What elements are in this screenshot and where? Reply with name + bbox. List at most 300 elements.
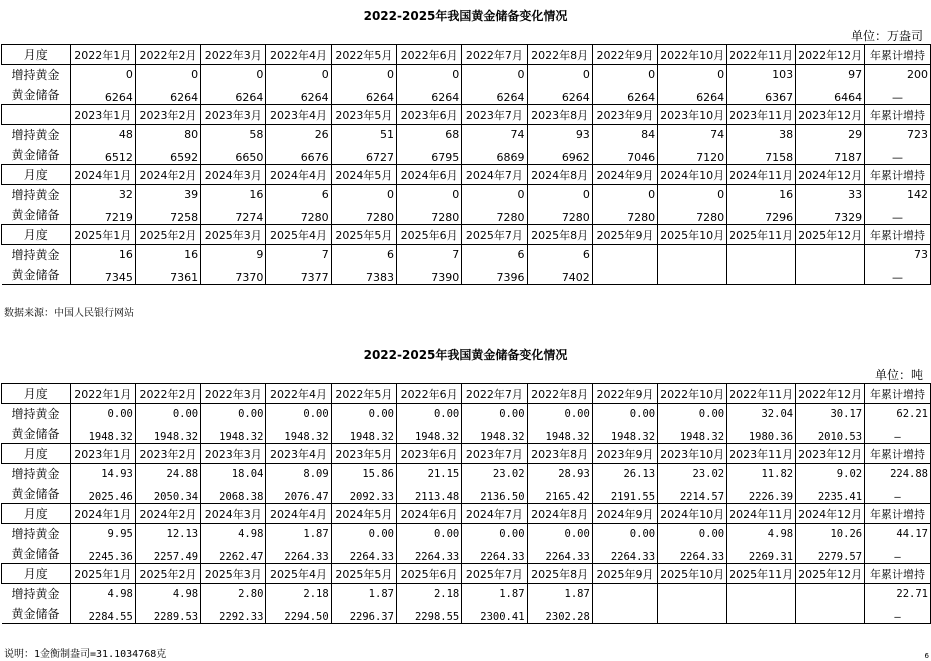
value-cell: 0 [462, 65, 527, 85]
value-cell: 4.98 [201, 524, 266, 544]
annual-cell: 22.71 [865, 584, 931, 604]
month-header: 2024年4月 [266, 165, 331, 185]
value-cell: 7329 [796, 205, 865, 225]
value-cell: 1948.32 [658, 424, 727, 444]
value-cell: 0.00 [462, 404, 527, 424]
value-cell: 7158 [727, 145, 796, 165]
value-cell [658, 584, 727, 604]
increase-row [2, 125, 931, 145]
value-cell: 97 [796, 65, 865, 85]
value-cell: 2289.53 [135, 604, 200, 624]
month-header: 2022年3月 [201, 384, 266, 404]
row-label: 黄金储备 [2, 205, 71, 225]
annual-cell: — [865, 205, 931, 225]
header-label: 月度 [2, 564, 71, 584]
value-cell: 11.82 [727, 464, 796, 484]
value-cell: 2300.41 [462, 604, 527, 624]
row-label: 增持黄金 [2, 65, 71, 85]
increase-row [2, 584, 931, 604]
month-header-row [2, 165, 931, 185]
value-cell: 1948.32 [266, 424, 331, 444]
value-cell: 6727 [331, 145, 396, 165]
value-cell: 2.18 [266, 584, 331, 604]
value-cell: 6264 [331, 85, 396, 105]
row-label: 增持黄金 [2, 464, 71, 484]
value-cell: 6676 [266, 145, 331, 165]
value-cell: 74 [462, 125, 527, 145]
value-cell: 2245.36 [70, 544, 135, 564]
value-cell: 1948.32 [396, 424, 461, 444]
value-cell: 0 [201, 65, 266, 85]
increase-row [2, 464, 931, 484]
header-label: 月度 [2, 444, 71, 464]
value-cell: 26.13 [592, 464, 657, 484]
annual-cell: 44.17 [865, 524, 931, 544]
month-header: 2025年7月 [462, 564, 527, 584]
reserve-row [2, 205, 931, 225]
value-cell [796, 265, 865, 285]
month-header: 2025年7月 [462, 225, 527, 245]
value-cell: 0 [658, 185, 727, 205]
row-label: 黄金储备 [2, 424, 71, 444]
value-cell: 2050.34 [135, 484, 200, 504]
section1-title: 2022-2025年我国黄金储备变化情况 [363, 9, 568, 23]
section2-title: 2022-2025年我国黄金储备变化情况 [363, 348, 568, 362]
month-header: 2025年9月 [592, 225, 657, 245]
value-cell: 6650 [201, 145, 266, 165]
value-cell: 0 [592, 65, 657, 85]
reserve-row [2, 145, 931, 165]
annual-cell: — [865, 484, 931, 504]
month-header: 2023年5月 [331, 444, 396, 464]
value-cell: 1.87 [266, 524, 331, 544]
value-cell: 2264.33 [527, 544, 592, 564]
month-header: 2023年4月 [266, 444, 331, 464]
value-cell: 0.00 [592, 524, 657, 544]
gold-reserve-table-ounces [1, 44, 931, 285]
month-header: 2022年3月 [201, 45, 266, 65]
value-cell: 1.87 [331, 584, 396, 604]
value-cell: 1948.32 [462, 424, 527, 444]
value-cell: 2298.55 [396, 604, 461, 624]
section1-unit: 单位：万盎司 [850, 29, 923, 43]
month-header: 2023年6月 [396, 444, 461, 464]
value-cell: 58 [201, 125, 266, 145]
value-cell [658, 245, 727, 265]
value-cell: 0.00 [396, 524, 461, 544]
value-cell: 7280 [658, 205, 727, 225]
row-label: 增持黄金 [2, 404, 71, 424]
month-header: 2022年8月 [527, 384, 592, 404]
month-header: 2022年2月 [135, 384, 200, 404]
annual-header: 年累计增持 [865, 165, 931, 185]
month-header: 2023年9月 [592, 105, 657, 125]
annual-cell: 142 [865, 185, 931, 205]
month-header: 2023年1月 [70, 444, 135, 464]
value-cell: 84 [592, 125, 657, 145]
month-header-row [2, 384, 931, 404]
month-header: 2023年9月 [592, 444, 657, 464]
value-cell: 16 [135, 245, 200, 265]
reserve-row [2, 424, 931, 444]
value-cell: 0 [331, 185, 396, 205]
value-cell: 0 [396, 65, 461, 85]
value-cell: 9.02 [796, 464, 865, 484]
month-header: 2024年1月 [70, 504, 135, 524]
value-cell: 103 [727, 65, 796, 85]
row-label: 黄金储备 [2, 145, 71, 165]
value-cell: 2.80 [201, 584, 266, 604]
value-cell: 4.98 [727, 524, 796, 544]
value-cell [592, 265, 657, 285]
month-header: 2024年7月 [462, 504, 527, 524]
value-cell: 93 [527, 125, 592, 145]
value-cell: 14.93 [70, 464, 135, 484]
month-header-row [2, 564, 931, 584]
annual-cell: — [865, 85, 931, 105]
annual-header: 年累计增持 [865, 504, 931, 524]
value-cell [796, 604, 865, 624]
annual-header: 年累计增持 [865, 384, 931, 404]
value-cell: 2296.37 [331, 604, 396, 624]
section1-note: 数据来源：中国人民银行网站 [4, 308, 134, 319]
value-cell: 32.04 [727, 404, 796, 424]
value-cell: 0.00 [70, 404, 135, 424]
value-cell: 2264.33 [658, 544, 727, 564]
reserve-row [2, 85, 931, 105]
month-header: 2022年11月 [727, 384, 796, 404]
value-cell: 0 [592, 185, 657, 205]
month-header: 2024年3月 [201, 165, 266, 185]
value-cell: 7046 [592, 145, 657, 165]
value-cell: 7345 [70, 265, 135, 285]
value-cell: 1948.32 [527, 424, 592, 444]
month-header: 2025年1月 [70, 225, 135, 245]
value-cell [796, 245, 865, 265]
value-cell: 7370 [201, 265, 266, 285]
month-header: 2024年6月 [396, 165, 461, 185]
value-cell: 0.00 [396, 404, 461, 424]
header-label: 月度 [2, 165, 71, 185]
value-cell: 2068.38 [201, 484, 266, 504]
value-cell: 6464 [796, 85, 865, 105]
value-cell: 7280 [592, 205, 657, 225]
month-header-row [2, 105, 931, 125]
value-cell: 16 [727, 185, 796, 205]
month-header-row [2, 504, 931, 524]
value-cell: 6 [331, 245, 396, 265]
month-header: 2023年8月 [527, 105, 592, 125]
value-cell: 2294.50 [266, 604, 331, 624]
month-header: 2025年8月 [527, 225, 592, 245]
month-header: 2025年6月 [396, 564, 461, 584]
annual-header: 年累计增持 [865, 444, 931, 464]
value-cell: 6512 [70, 145, 135, 165]
value-cell: 0 [396, 185, 461, 205]
month-header: 2022年12月 [796, 384, 865, 404]
month-header: 2023年2月 [135, 444, 200, 464]
increase-row [2, 245, 931, 265]
value-cell: 74 [658, 125, 727, 145]
row-label: 增持黄金 [2, 584, 71, 604]
annual-cell: 723 [865, 125, 931, 145]
value-cell: 7361 [135, 265, 200, 285]
value-cell: 7280 [462, 205, 527, 225]
value-cell: 8.09 [266, 464, 331, 484]
row-label: 增持黄金 [2, 524, 71, 544]
month-header: 2022年1月 [70, 45, 135, 65]
month-header: 2024年11月 [727, 504, 796, 524]
value-cell: 1.87 [462, 584, 527, 604]
value-cell: 7280 [527, 205, 592, 225]
value-cell: 6 [266, 185, 331, 205]
month-header: 2025年4月 [266, 225, 331, 245]
month-header: 2024年6月 [396, 504, 461, 524]
value-cell: 0.00 [527, 524, 592, 544]
value-cell: 51 [331, 125, 396, 145]
row-label: 增持黄金 [2, 245, 71, 265]
value-cell [727, 265, 796, 285]
value-cell: 2025.46 [70, 484, 135, 504]
increase-row [2, 524, 931, 544]
value-cell: 7274 [201, 205, 266, 225]
value-cell: 0.00 [658, 404, 727, 424]
month-header: 2022年11月 [727, 45, 796, 65]
month-header: 2025年11月 [727, 225, 796, 245]
value-cell: 15.86 [331, 464, 396, 484]
value-cell: 0 [331, 65, 396, 85]
value-cell: 48 [70, 125, 135, 145]
month-header: 2022年1月 [70, 384, 135, 404]
month-header: 2022年12月 [796, 45, 865, 65]
gold-reserve-table-tonnes [1, 383, 931, 624]
value-cell: 33 [796, 185, 865, 205]
month-header: 2022年10月 [658, 45, 727, 65]
value-cell [658, 265, 727, 285]
value-cell: 6264 [462, 85, 527, 105]
month-header: 2025年1月 [70, 564, 135, 584]
value-cell: 7 [396, 245, 461, 265]
month-header: 2024年4月 [266, 504, 331, 524]
annual-cell: 62.21 [865, 404, 931, 424]
value-cell: 2010.53 [796, 424, 865, 444]
month-header: 2025年2月 [135, 564, 200, 584]
value-cell: 1.87 [527, 584, 592, 604]
value-cell: 6264 [201, 85, 266, 105]
month-header: 2025年2月 [135, 225, 200, 245]
value-cell: 7383 [331, 265, 396, 285]
value-cell [592, 245, 657, 265]
month-header: 2023年11月 [727, 105, 796, 125]
annual-cell: — [865, 604, 931, 624]
value-cell: 6962 [527, 145, 592, 165]
header-label: 月度 [2, 384, 71, 404]
row-label: 增持黄金 [2, 125, 71, 145]
row-label: 黄金储备 [2, 484, 71, 504]
value-cell [727, 584, 796, 604]
annual-cell: 73 [865, 245, 931, 265]
month-header: 2023年7月 [462, 105, 527, 125]
row-label: 黄金储备 [2, 604, 71, 624]
month-header: 2025年6月 [396, 225, 461, 245]
value-cell: 7187 [796, 145, 865, 165]
value-cell: 2214.57 [658, 484, 727, 504]
month-header: 2022年7月 [462, 45, 527, 65]
month-header: 2022年7月 [462, 384, 527, 404]
value-cell [727, 604, 796, 624]
month-header-row [2, 225, 931, 245]
month-header: 2022年4月 [266, 384, 331, 404]
value-cell: 6795 [396, 145, 461, 165]
row-label: 黄金储备 [2, 265, 71, 285]
value-cell: 2292.33 [201, 604, 266, 624]
month-header: 2022年9月 [592, 384, 657, 404]
month-header: 2022年4月 [266, 45, 331, 65]
month-header: 2025年8月 [527, 564, 592, 584]
value-cell: 0.00 [462, 524, 527, 544]
value-cell: 7402 [527, 265, 592, 285]
month-header: 2023年10月 [658, 444, 727, 464]
value-cell: 1980.36 [727, 424, 796, 444]
month-header: 2025年10月 [658, 564, 727, 584]
value-cell: 6264 [135, 85, 200, 105]
month-header: 2023年2月 [135, 105, 200, 125]
reserve-row [2, 544, 931, 564]
value-cell: 9.95 [70, 524, 135, 544]
annual-header: 年累计增持 [865, 564, 931, 584]
value-cell: 6264 [266, 85, 331, 105]
month-header: 2022年5月 [331, 45, 396, 65]
month-header: 2025年10月 [658, 225, 727, 245]
row-label: 黄金储备 [2, 544, 71, 564]
value-cell: 0 [266, 65, 331, 85]
month-header: 2023年12月 [796, 444, 865, 464]
month-header: 2023年3月 [201, 444, 266, 464]
value-cell: 6 [462, 245, 527, 265]
value-cell: 0 [70, 65, 135, 85]
value-cell: 7 [266, 245, 331, 265]
reserve-row [2, 484, 931, 504]
month-header: 2022年6月 [396, 45, 461, 65]
value-cell: 21.15 [396, 464, 461, 484]
value-cell [592, 584, 657, 604]
section2-unit: 单位：吨 [874, 368, 923, 382]
month-header: 2025年12月 [796, 564, 865, 584]
value-cell [658, 604, 727, 624]
month-header: 2024年12月 [796, 504, 865, 524]
header-label: 月度 [2, 45, 71, 65]
month-header: 2024年7月 [462, 165, 527, 185]
value-cell: 7280 [266, 205, 331, 225]
month-header: 2024年3月 [201, 504, 266, 524]
month-header: 2025年5月 [331, 564, 396, 584]
month-header: 2022年6月 [396, 384, 461, 404]
value-cell: 2165.42 [527, 484, 592, 504]
row-label: 增持黄金 [2, 185, 71, 205]
value-cell: 2302.28 [527, 604, 592, 624]
month-header: 2023年7月 [462, 444, 527, 464]
month-header: 2025年4月 [266, 564, 331, 584]
value-cell: 6264 [592, 85, 657, 105]
value-cell: 2092.33 [331, 484, 396, 504]
month-header: 2022年8月 [527, 45, 592, 65]
value-cell: 2264.33 [396, 544, 461, 564]
month-header-row [2, 45, 931, 65]
increase-row [2, 65, 931, 85]
value-cell: 2284.55 [70, 604, 135, 624]
value-cell: 29 [796, 125, 865, 145]
month-header-row [2, 444, 931, 464]
value-cell: 1948.32 [331, 424, 396, 444]
value-cell: 32 [70, 185, 135, 205]
month-header: 2024年10月 [658, 504, 727, 524]
annual-cell: — [865, 544, 931, 564]
month-header: 2022年5月 [331, 384, 396, 404]
value-cell: 6869 [462, 145, 527, 165]
value-cell: 2264.33 [266, 544, 331, 564]
month-header: 2024年1月 [70, 165, 135, 185]
month-header: 2024年5月 [331, 165, 396, 185]
value-cell [727, 245, 796, 265]
value-cell: 0.00 [592, 404, 657, 424]
value-cell: 6592 [135, 145, 200, 165]
increase-row [2, 185, 931, 205]
value-cell: 7219 [70, 205, 135, 225]
value-cell: 2191.55 [592, 484, 657, 504]
value-cell: 39 [135, 185, 200, 205]
reserve-row [2, 265, 931, 285]
value-cell: 0.00 [331, 524, 396, 544]
value-cell: 2136.50 [462, 484, 527, 504]
month-header: 2024年8月 [527, 165, 592, 185]
value-cell: 7280 [331, 205, 396, 225]
annual-header: 年累计增持 [865, 45, 931, 65]
value-cell: 1948.32 [201, 424, 266, 444]
annual-cell: — [865, 265, 931, 285]
value-cell: 80 [135, 125, 200, 145]
value-cell: 0.00 [658, 524, 727, 544]
month-header: 2023年10月 [658, 105, 727, 125]
value-cell: 2235.41 [796, 484, 865, 504]
value-cell: 24.88 [135, 464, 200, 484]
value-cell: 12.13 [135, 524, 200, 544]
month-header: 2025年12月 [796, 225, 865, 245]
value-cell: 7296 [727, 205, 796, 225]
value-cell: 1948.32 [135, 424, 200, 444]
value-cell: 23.02 [462, 464, 527, 484]
section2-note: 说明：1金衡制盎司=31.1034768克 [4, 649, 167, 660]
month-header: 2023年5月 [331, 105, 396, 125]
value-cell: 0.00 [135, 404, 200, 424]
annual-header: 年累计增持 [865, 225, 931, 245]
header-label [2, 105, 71, 125]
value-cell: 28.93 [527, 464, 592, 484]
value-cell: 7377 [266, 265, 331, 285]
value-cell: 2113.48 [396, 484, 461, 504]
value-cell: 68 [396, 125, 461, 145]
value-cell: 6 [527, 245, 592, 265]
value-cell: 26 [266, 125, 331, 145]
value-cell: 38 [727, 125, 796, 145]
header-label: 月度 [2, 225, 71, 245]
month-header: 2024年8月 [527, 504, 592, 524]
value-cell: 0.00 [201, 404, 266, 424]
month-header: 2024年9月 [592, 165, 657, 185]
value-cell: 23.02 [658, 464, 727, 484]
increase-row [2, 404, 931, 424]
month-header: 2024年12月 [796, 165, 865, 185]
value-cell: 7396 [462, 265, 527, 285]
